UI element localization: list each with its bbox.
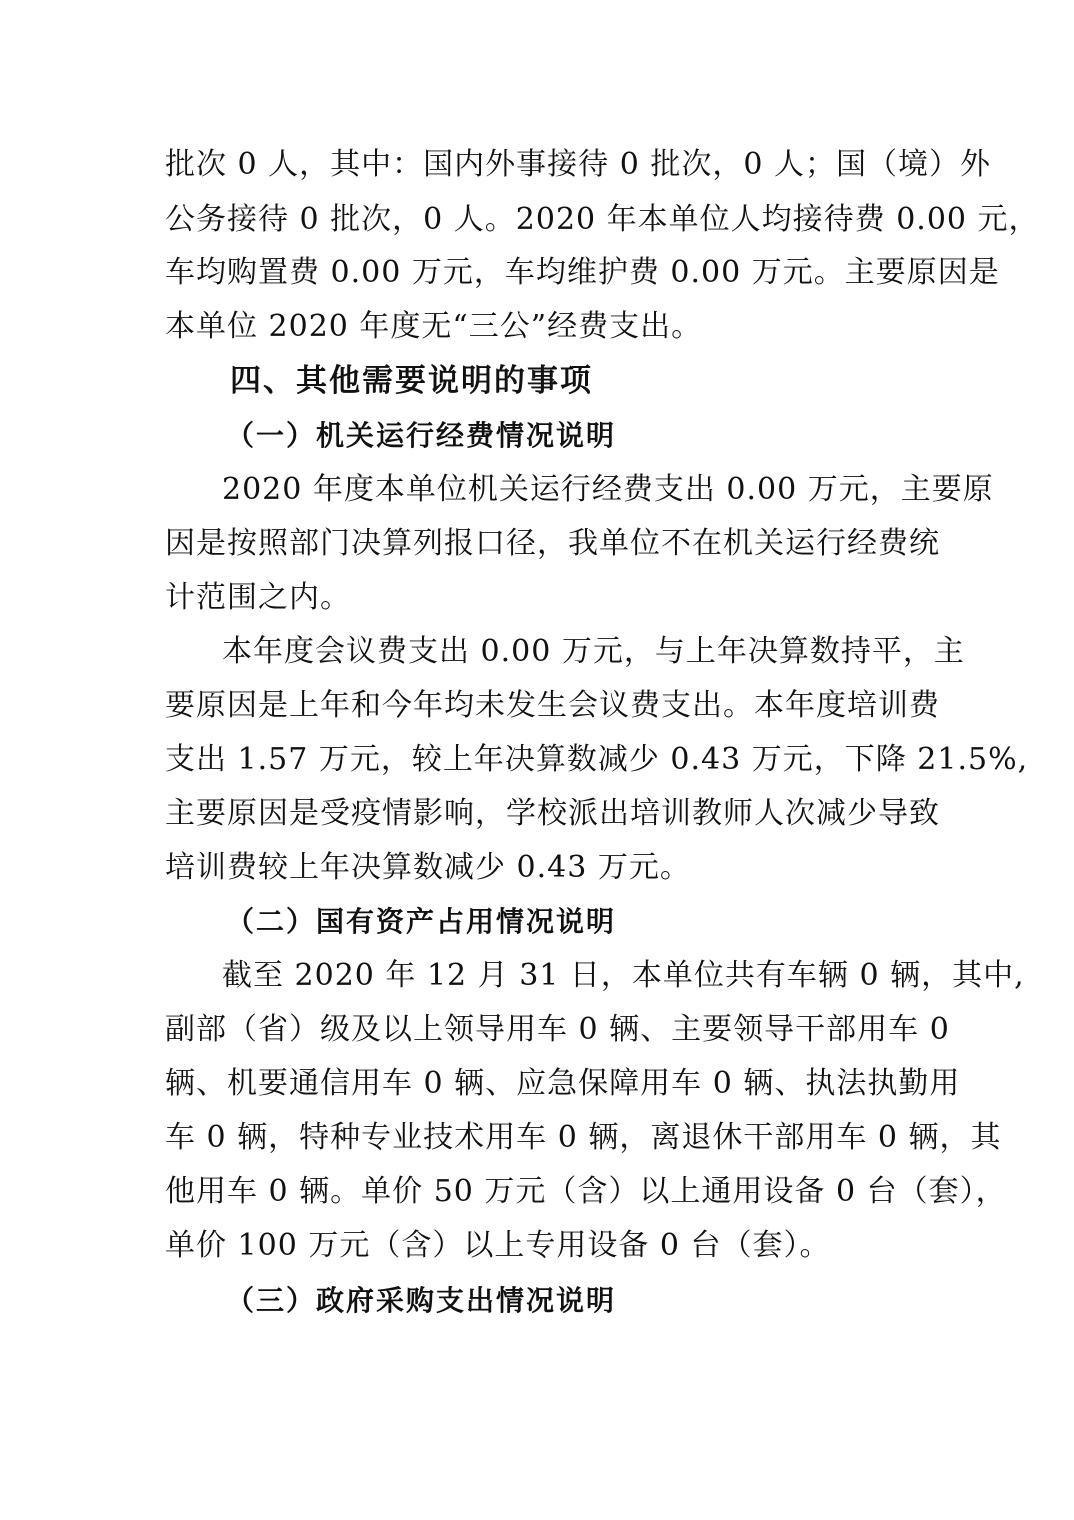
paragraph-line: 他用车 0 辆。单价 50 万元（含）以上通用设备 0 台（套）， — [165, 1174, 1007, 1209]
subsection-heading: （三）政府采购支出情况说明 — [226, 1284, 617, 1317]
section-heading: 四、其他需要说明的事项 — [230, 363, 593, 399]
paragraph-line: 2020 年度本单位机关运行经费支出 0.00 万元，主要原 — [222, 472, 994, 507]
paragraph-line: 公务接待 0 批次，0 人。2020 年本单位人均接待费 0.00 元， — [165, 202, 1040, 237]
paragraph-line: 主要原因是受疫情影响，学校派出培训教师人次减少导致 — [165, 796, 940, 831]
paragraph-line: 截至 2020 年 12 月 31 日，本单位共有车辆 0 辆，其中, — [222, 958, 1025, 993]
paragraph-line: 培训费较上年决算数减少 0.43 万元。 — [165, 850, 691, 885]
paragraph-line: 批次 0 人，其中：国内外事接待 0 批次，0 人；国（境）外 — [165, 147, 991, 182]
paragraph-line: 单价 100 万元（含）以上专用设备 0 台（套）。 — [165, 1228, 831, 1263]
paragraph-line: 副部（省）级及以上领导用车 0 辆、主要领导干部用车 0 — [165, 1012, 950, 1047]
paragraph-line: 本单位 2020 年度无“三公”经费支出。 — [165, 309, 703, 344]
paragraph-line: 车均购置费 0.00 万元，车均维护费 0.00 万元。主要原因是 — [165, 255, 1000, 290]
paragraph-line: 计范围之内。 — [165, 580, 351, 615]
paragraph-line: 本年度会议费支出 0.00 万元，与上年决算数持平，主 — [222, 634, 965, 669]
paragraph-line: 要原因是上年和今年均未发生会议费支出。本年度培训费 — [165, 688, 940, 723]
subsection-heading: （二）国有资产占用情况说明 — [226, 905, 617, 938]
paragraph-line: 辆、机要通信用车 0 辆、应急保障用车 0 辆、执法执勤用 — [165, 1066, 961, 1101]
paragraph-line: 车 0 辆，特种专业技术用车 0 辆，离退休干部用车 0 辆，其 — [165, 1120, 1002, 1155]
paragraph-line: 支出 1.57 万元，较上年决算数减少 0.43 万元，下降 21.5%, — [165, 742, 1029, 777]
subsection-heading: （一）机关运行经费情况说明 — [226, 419, 617, 452]
paragraph-line: 因是按照部门决算列报口径，我单位不在机关运行经费统 — [165, 526, 940, 561]
